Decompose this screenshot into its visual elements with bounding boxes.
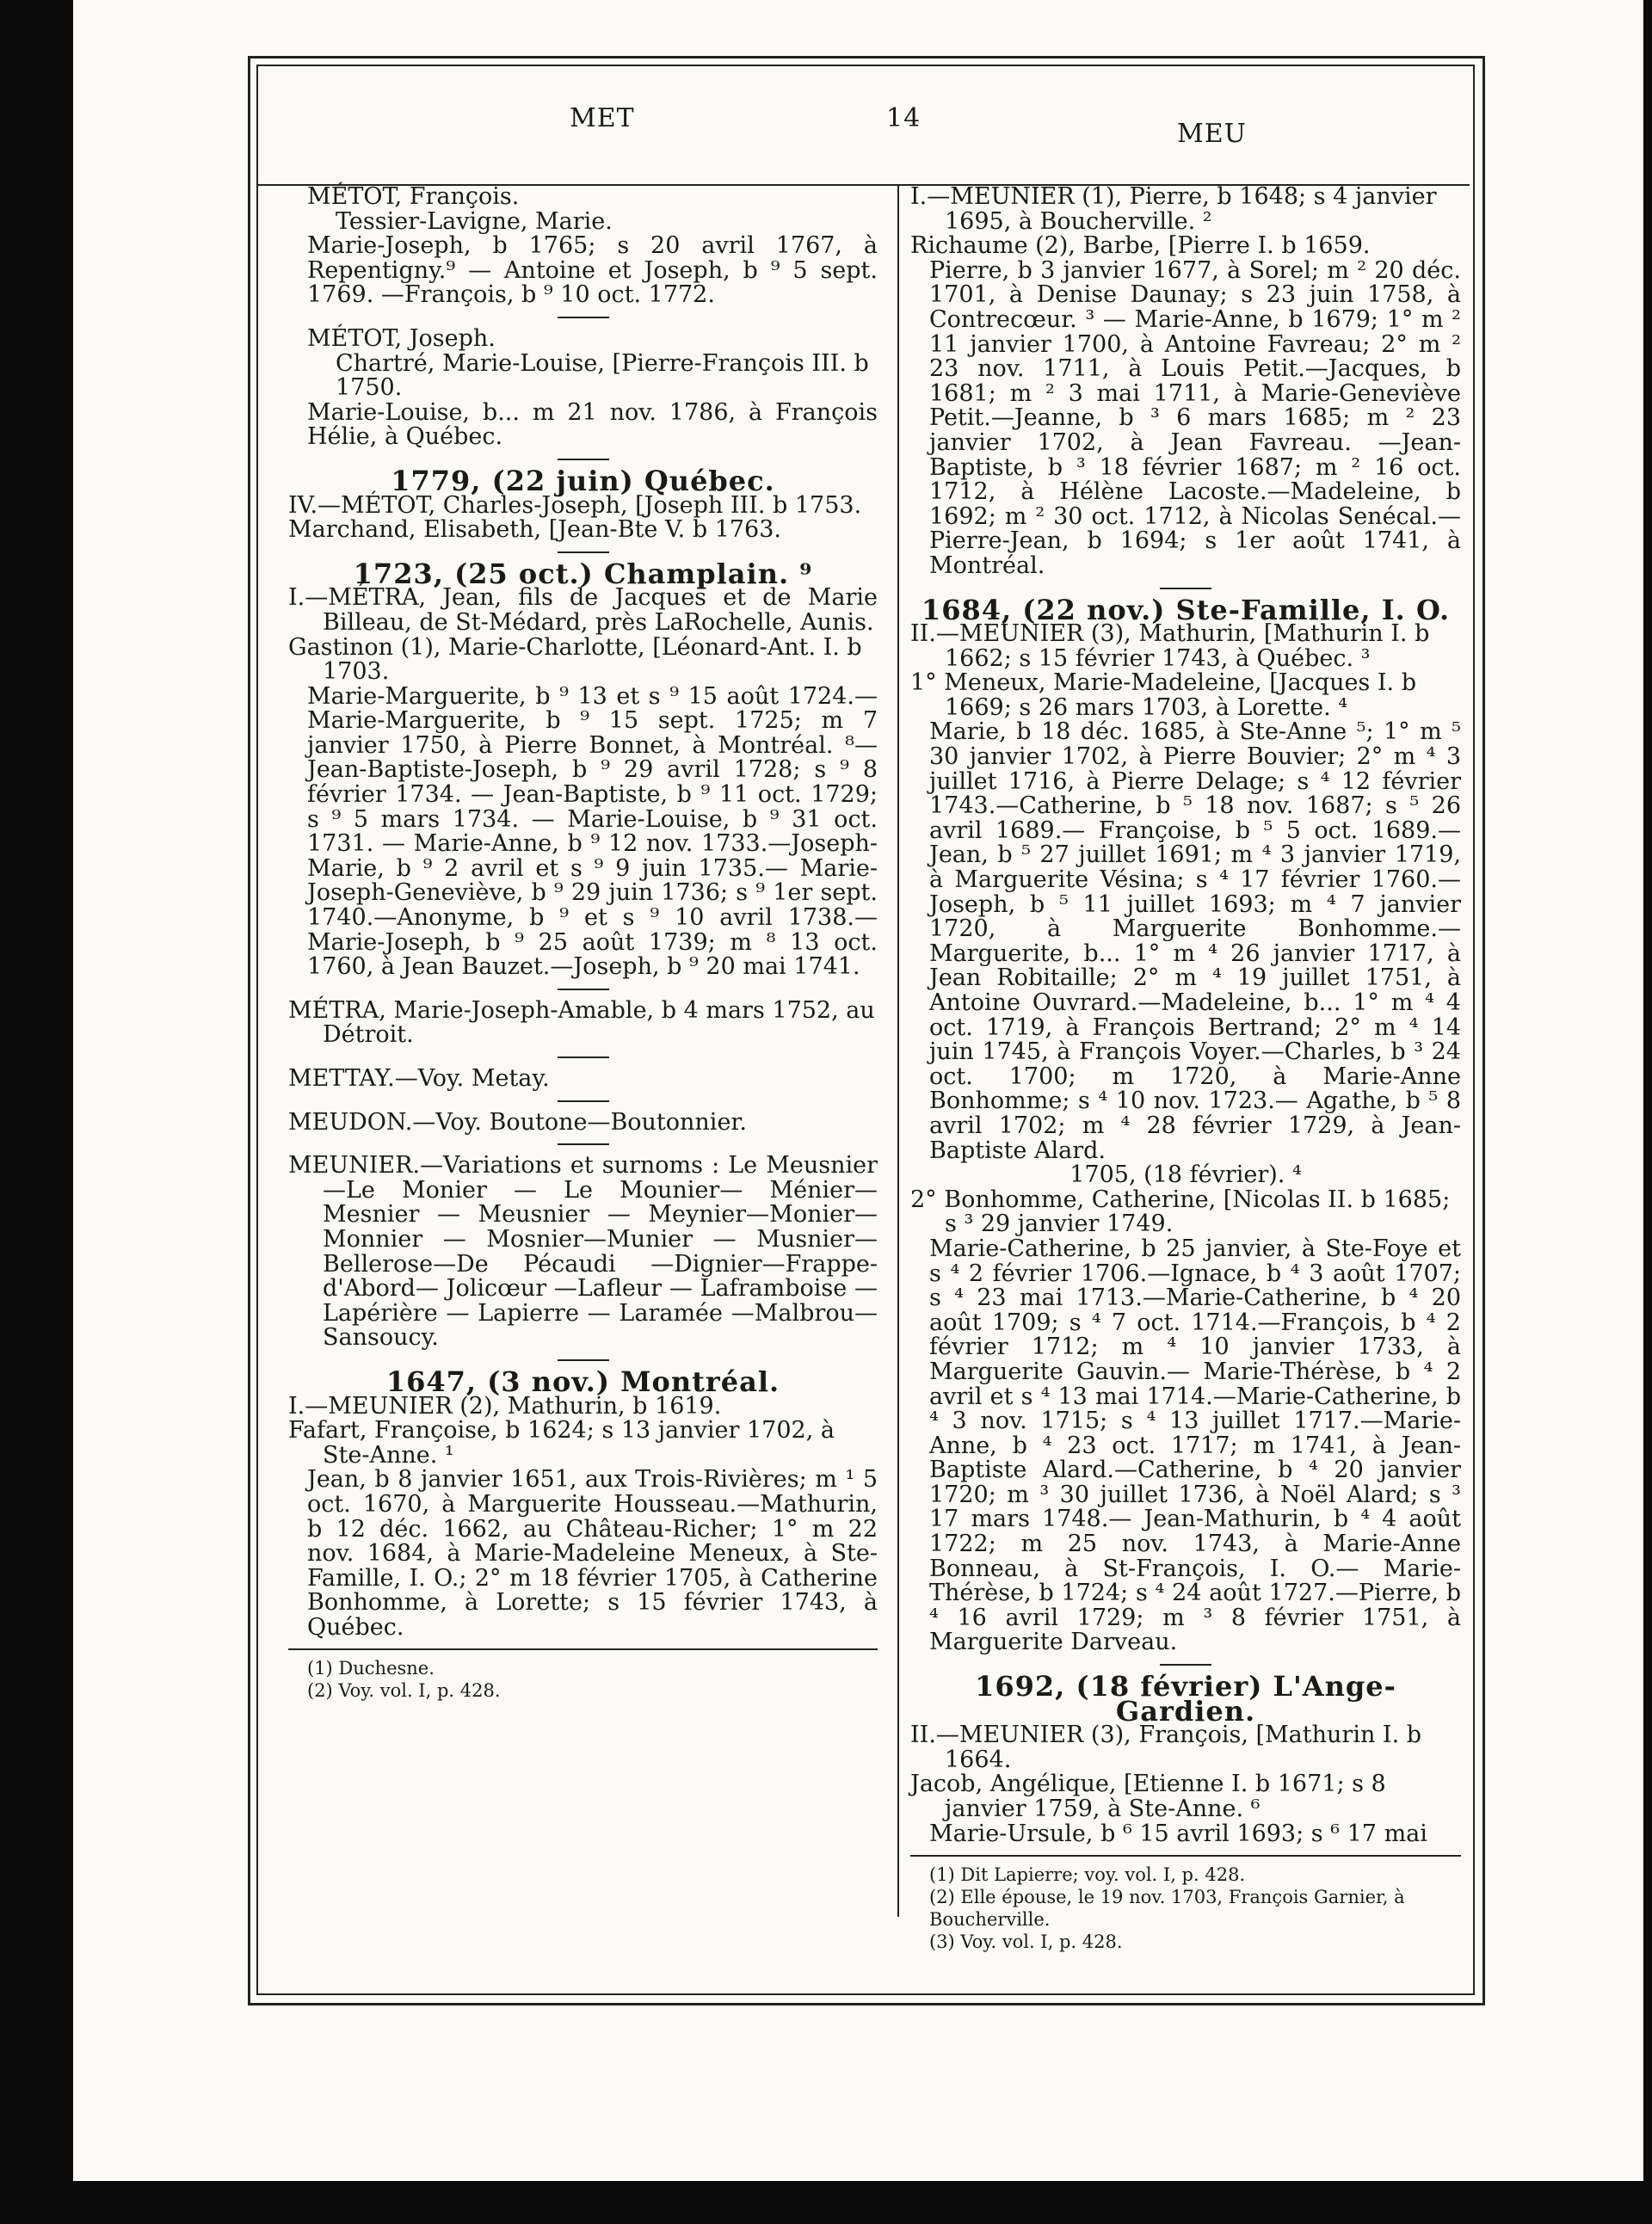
- spouse-line: Fafart, Françoise, b 1624; s 13 janvier 1702, à Ste-Anne. ¹: [288, 1417, 835, 1469]
- spouse-line: Tessier-Lavigne, Marie.: [336, 207, 613, 235]
- separator: [1160, 588, 1211, 589]
- entry-heading: MÉTRA, Marie-Joseph-Amable, b 4 mars 1752, au Détroit.: [288, 996, 875, 1049]
- entry-heading: MÉTOT, François.: [307, 183, 520, 210]
- right-column: [910, 185, 1461, 1953]
- separator: [558, 317, 609, 318]
- entry-heading: II.—MEUNIER (3), François, [Mathurin I. b 1664.: [910, 1722, 1422, 1773]
- children-paragraph: Pierre, b 3 janvier 1677, à Sorel; m ² 20 déc. 1701, à Denise Daunay; s 23 juin 1758, à Contrecœur. ³ — Marie-Anne, b 1679; 1° m ² 11 janvier 1700, à Antoine Favreau; 2° m ² 23 nov. 1711, à Louis Petit.—Jacques, b 1681; m ² 3 mai 1711, à Marie-Geneviève Petit.—Jeanne, b ³ 6 mars 1685; m ² 23 janvier 1702, à Jean Favreau. —Jean-Baptiste, b ³ 18 février 1687; m ² 16 oct. 1712, à Hélène Lacoste.—Madeleine, b 1692; m ² 30 oct. 1712, à Nicolas Senécal.—Pierre-Jean, b 1694; s 1er août 1741, à Montréal.: [929, 256, 1461, 579]
- marriage-date-heading: 1723, (25 oct.) Champlain. ⁹: [353, 557, 813, 590]
- separator: [558, 1100, 609, 1102]
- footnote-rule: [288, 1648, 878, 1650]
- footnote-rule: [910, 1855, 1461, 1857]
- entry-heading: I.—MEUNIER (2), Mathurin, b 1619.: [288, 1392, 722, 1420]
- entry-heading: I.—MEUNIER (1), Pierre, b 1648; s 4 janvier 1695, à Boucherville. ²: [910, 183, 1437, 235]
- separator: [1160, 1664, 1211, 1666]
- cross-reference: METTAY.—Voy. Metay.: [288, 1065, 550, 1092]
- entry-heading: IV.—MÉTOT, Charles-Joseph, [Joseph III. b 1753.: [288, 491, 862, 519]
- children-paragraph: Marie-Louise, b... m 21 nov. 1786, à François Hélie, à Québec.: [307, 398, 878, 451]
- footnote: (2) Elle épouse, le 19 nov. 1703, François Garnier, à Boucherville.: [929, 1887, 1405, 1931]
- children-paragraph: Marie-Joseph, b 1765; s 20 avril 1767, à Repentigny.⁹ — Antoine et Joseph, b ⁹ 5 sept. 1769. —François, b ⁹ 10 oct. 1772.: [307, 232, 878, 309]
- surname-variations: MEUNIER.—Variations et surnoms : Le Meusnier—Le Monier — Le Mounier— Ménier— Mesnier — Meusnier — Meynier—Monier— Monnier — Mosnier—Munier — Musnier— Bellerose—De Pécaudi —Dignier—Frappe-d'Abord— Jolicœur —Lafleur — Laframboise — Lapérière — Lapierre — Laramée —Malbrou—Sansoucy.: [288, 1152, 878, 1352]
- footnote: (2) Voy. vol. I, p. 428.: [307, 1680, 501, 1702]
- footnote: (1) Dit Lapierre; voy. vol. I, p. 428.: [929, 1864, 1246, 1886]
- children-paragraph: Marie, b 18 déc. 1685, à Ste-Anne ⁵; 1° m ⁵ 30 janvier 1702, à Pierre Bouvier; 2° m ⁴ 3 juillet 1716, à Pierre Delage; s ⁴ 12 février 1743.—Catherine, b ⁵ 18 nov. 1687; s ⁵ 26 avril 1689.— Françoise, b ⁵ 5 oct. 1689.—Jean, b ⁵ 27 juillet 1691; m ⁴ 3 janvier 1719, à Marguerite Vésina; s ⁴ 17 février 1760.—Joseph, b ⁵ 11 juillet 1693; m ⁴ 7 janvier 1720, à Marguerite Bonhomme.— Marguerite, b... 1° m ⁴ 26 janvier 1717, à Jean Robitaille; 2° m ⁴ 19 juillet 1751, à Antoine Ouvrard.—Madeleine, b... 1° m ⁴ 4 oct. 1719, à François Bertrand; 2° m ⁴ 14 juin 1745, à François Voyer.—Charles, b ³ 24 oct. 1700; m 1720, à Marie-Anne Bonhomme; s ⁴ 10 nov. 1723.— Agathe, b ⁵ 8 avril 1702; m ⁴ 28 février 1729, à Jean-Baptiste Alard.: [929, 718, 1461, 1164]
- children-paragraph: Marie-Catherine, b 25 janvier, à Ste-Foye et s ⁴ 2 février 1706.—Ignace, b ⁴ 3 août 1707; s ⁴ 23 mai 1713.—Marie-Catherine, b ⁴ 20 août 1709; s ⁴ 7 oct. 1714.—François, b ⁴ 2 février 1712; m ⁴ 10 janvier 1733, à Marguerite Gauvin.— Marie-Thérèse, b ⁴ 2 avril et s ⁴ 13 mai 1714.—Marie-Catherine, b ⁴ 3 nov. 1715; s ⁴ 13 juillet 1717.—Marie-Anne, b ⁴ 23 oct. 1717; m 1741, à Jean-Baptiste Alard.—Catherine, b ⁴ 20 janvier 1720; m ³ 30 juillet 1736, à Noël Alard; s ³ 17 mars 1748.— Jean-Mathurin, b ⁴ 4 août 1722; m 25 nov. 1743, à Marie-Anne Bonneau, à St-François, I. O.— Marie-Thérèse, b 1724; s ⁴ 24 août 1727.—Pierre, b ⁴ 16 avril 1729; m ³ 8 février 1751, à Marguerite Darveau.: [929, 1235, 1461, 1656]
- separator: [558, 459, 609, 460]
- left-column: [288, 185, 878, 1702]
- separator: [558, 1143, 609, 1145]
- spouse-line: Marchand, Elisabeth, [Jean-Bte V. b 1763.: [288, 516, 781, 544]
- separator: [558, 551, 609, 553]
- spouse-line: Chartré, Marie-Louise, [Pierre-François III. b 1750.: [336, 349, 869, 402]
- spouse-line: Jacob, Angélique, [Etienne I. b 1671; s 8 janvier 1759, à Ste-Anne. ⁶: [910, 1771, 1386, 1822]
- separator: [558, 1359, 609, 1361]
- separator: [558, 989, 609, 990]
- footnote: (1) Duchesne.: [307, 1658, 435, 1679]
- spouse-line: Gastinon (1), Marie-Charlotte, [Léonard-Ant. I. b 1703.: [288, 633, 862, 686]
- marriage-date-heading: 1779, (22 juin) Québec.: [391, 464, 775, 497]
- spouse-line: 1° Meneux, Marie-Madeleine, [Jacques I. b 1669; s 26 mars 1703, à Lorette. ⁴: [910, 669, 1416, 721]
- column-divider: [897, 186, 899, 1917]
- marriage-date-heading: 1705, (18 février). ⁴: [1069, 1161, 1302, 1189]
- children-paragraph: Marie-Ursule, b ⁶ 15 avril 1693; s ⁶ 17 mai: [929, 1820, 1427, 1847]
- children-paragraph: Jean, b 8 janvier 1651, aux Trois-Rivières; m ¹ 5 oct. 1670, à Marguerite Housseau.—Mathurin, b 12 déc. 1662, au Château-Richer; 1° m 22 nov. 1684, à Marie-Madeleine Meneux, à Ste-Famille, I. O.; 2° m 18 février 1705, à Catherine Bonhomme, à Lorette; s 15 février 1743, à Québec.: [307, 1466, 878, 1641]
- entry-heading: I.—MÉTRA, Jean, fils de Jacques et de Marie Billeau, de St-Médard, près LaRochelle, Aunis.: [288, 584, 878, 636]
- children-paragraph: Marie-Marguerite, b ⁹ 13 et s ⁹ 15 août 1724.— Marie-Marguerite, b ⁹ 15 sept. 1725; m 7 janvier 1750, à Pierre Bonnet, à Montréal. ⁸—Jean-Baptiste-Joseph, b ⁹ 29 avril 1728; s ⁹ 8 février 1734. — Jean-Baptiste, b ⁹ 11 oct. 1729; s ⁹ 5 mars 1734. — Marie-Louise, b ⁹ 31 oct. 1731. — Marie-Anne, b ⁹ 12 nov. 1733.—Joseph-Marie, b ⁹ 2 avril et s ⁹ 9 juin 1735.— Marie-Joseph-Geneviève, b ⁹ 29 juin 1736; s ⁹ 1er sept. 1740.—Anonyme, b ⁹ et s ⁹ 10 avril 1738.— Marie-Joseph, b ⁹ 25 août 1739; m ⁸ 13 oct. 1760, à Jean Bauzet.—Joseph, b ⁹ 20 mai 1741.: [307, 682, 878, 981]
- cross-reference: MEUDON.—Voy. Boutone—Boutonnier.: [288, 1108, 747, 1136]
- marriage-date-heading: 1692, (18 février) L'Ange-Gardien.: [975, 1670, 1396, 1728]
- page-number: 14: [886, 103, 922, 133]
- spouse-line: 2° Bonhomme, Catherine, [Nicolas II. b 1685; s ³ 29 janvier 1749.: [910, 1186, 1451, 1238]
- running-head-right: MEU: [1177, 119, 1247, 149]
- footnote: (3) Voy. vol. I, p. 428.: [929, 1931, 1123, 1953]
- marriage-date-heading: 1684, (22 nov.) Ste-Famille, I. O.: [921, 593, 1451, 626]
- spouse-line: Richaume (2), Barbe, [Pierre I. b 1659.: [910, 232, 1371, 260]
- entry-heading: II.—MEUNIER (3), Mathurin, [Mathurin I. b 1662; s 15 février 1743, à Québec. ³: [910, 620, 1430, 672]
- running-head-left: MET: [570, 103, 635, 133]
- marriage-date-heading: 1647, (3 nov.) Montréal.: [385, 1365, 780, 1398]
- entry-heading: MÉTOT, Joseph.: [307, 324, 496, 352]
- separator: [558, 1057, 609, 1058]
